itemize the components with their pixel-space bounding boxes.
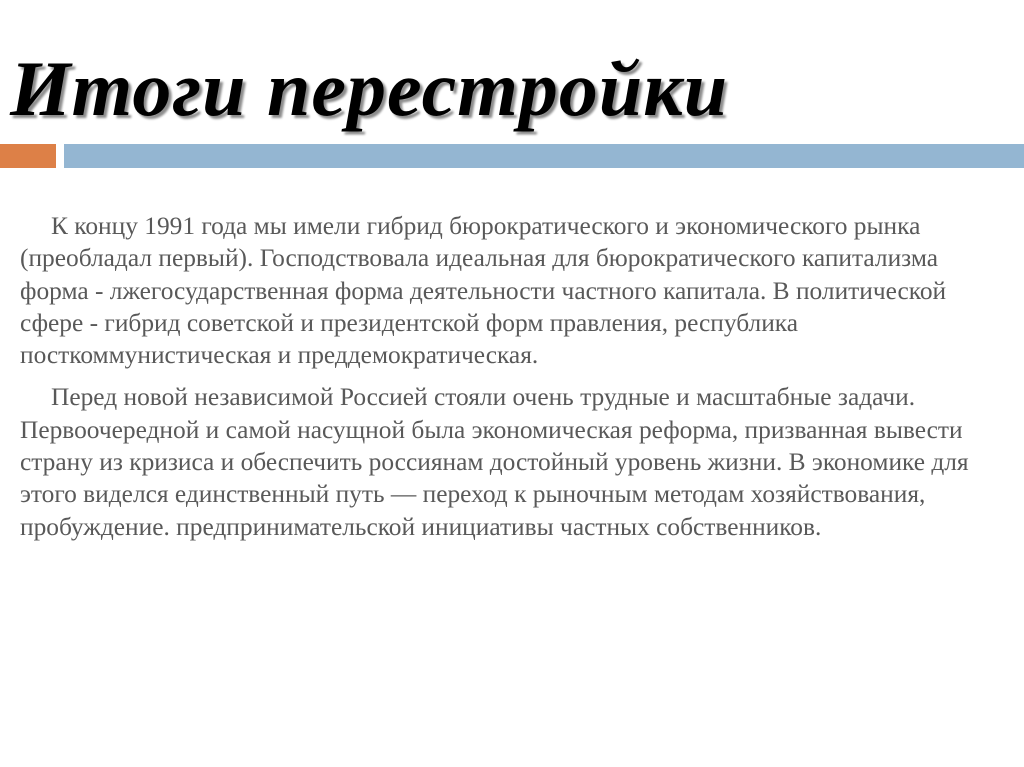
body-paragraph-2: Перед новой независимой Россией стояли очень трудные и масштабные задачи. Первоочередной и самой насущной была экономическая реформа, призванная вывести страну из кризиса и обеспечить россиянам достойный уровень жизни. В экономике для этого виделся единственный путь — переход к рыночным методам хозяйствования, пробуждение. предпринимательской инициативы частных собственников. xyxy=(20,383,969,541)
title-accent-orange-bar xyxy=(0,144,56,168)
title-accent-blue-bar xyxy=(64,144,1024,168)
body-paragraph-1: К концу 1991 года мы имели гибрид бюрократического и экономического рынка (преобладал первый). Господствовала идеальная для бюрократического капитализма форма - лжегосударственная форма деятельности частного капитала. В политической сфере - гибрид советской и президентской форм правления, республика посткоммунистическая и преддемократическая. xyxy=(20,212,947,370)
slide-body xyxy=(20,210,980,543)
slide-title: Итоги перестройки xyxy=(10,45,729,132)
